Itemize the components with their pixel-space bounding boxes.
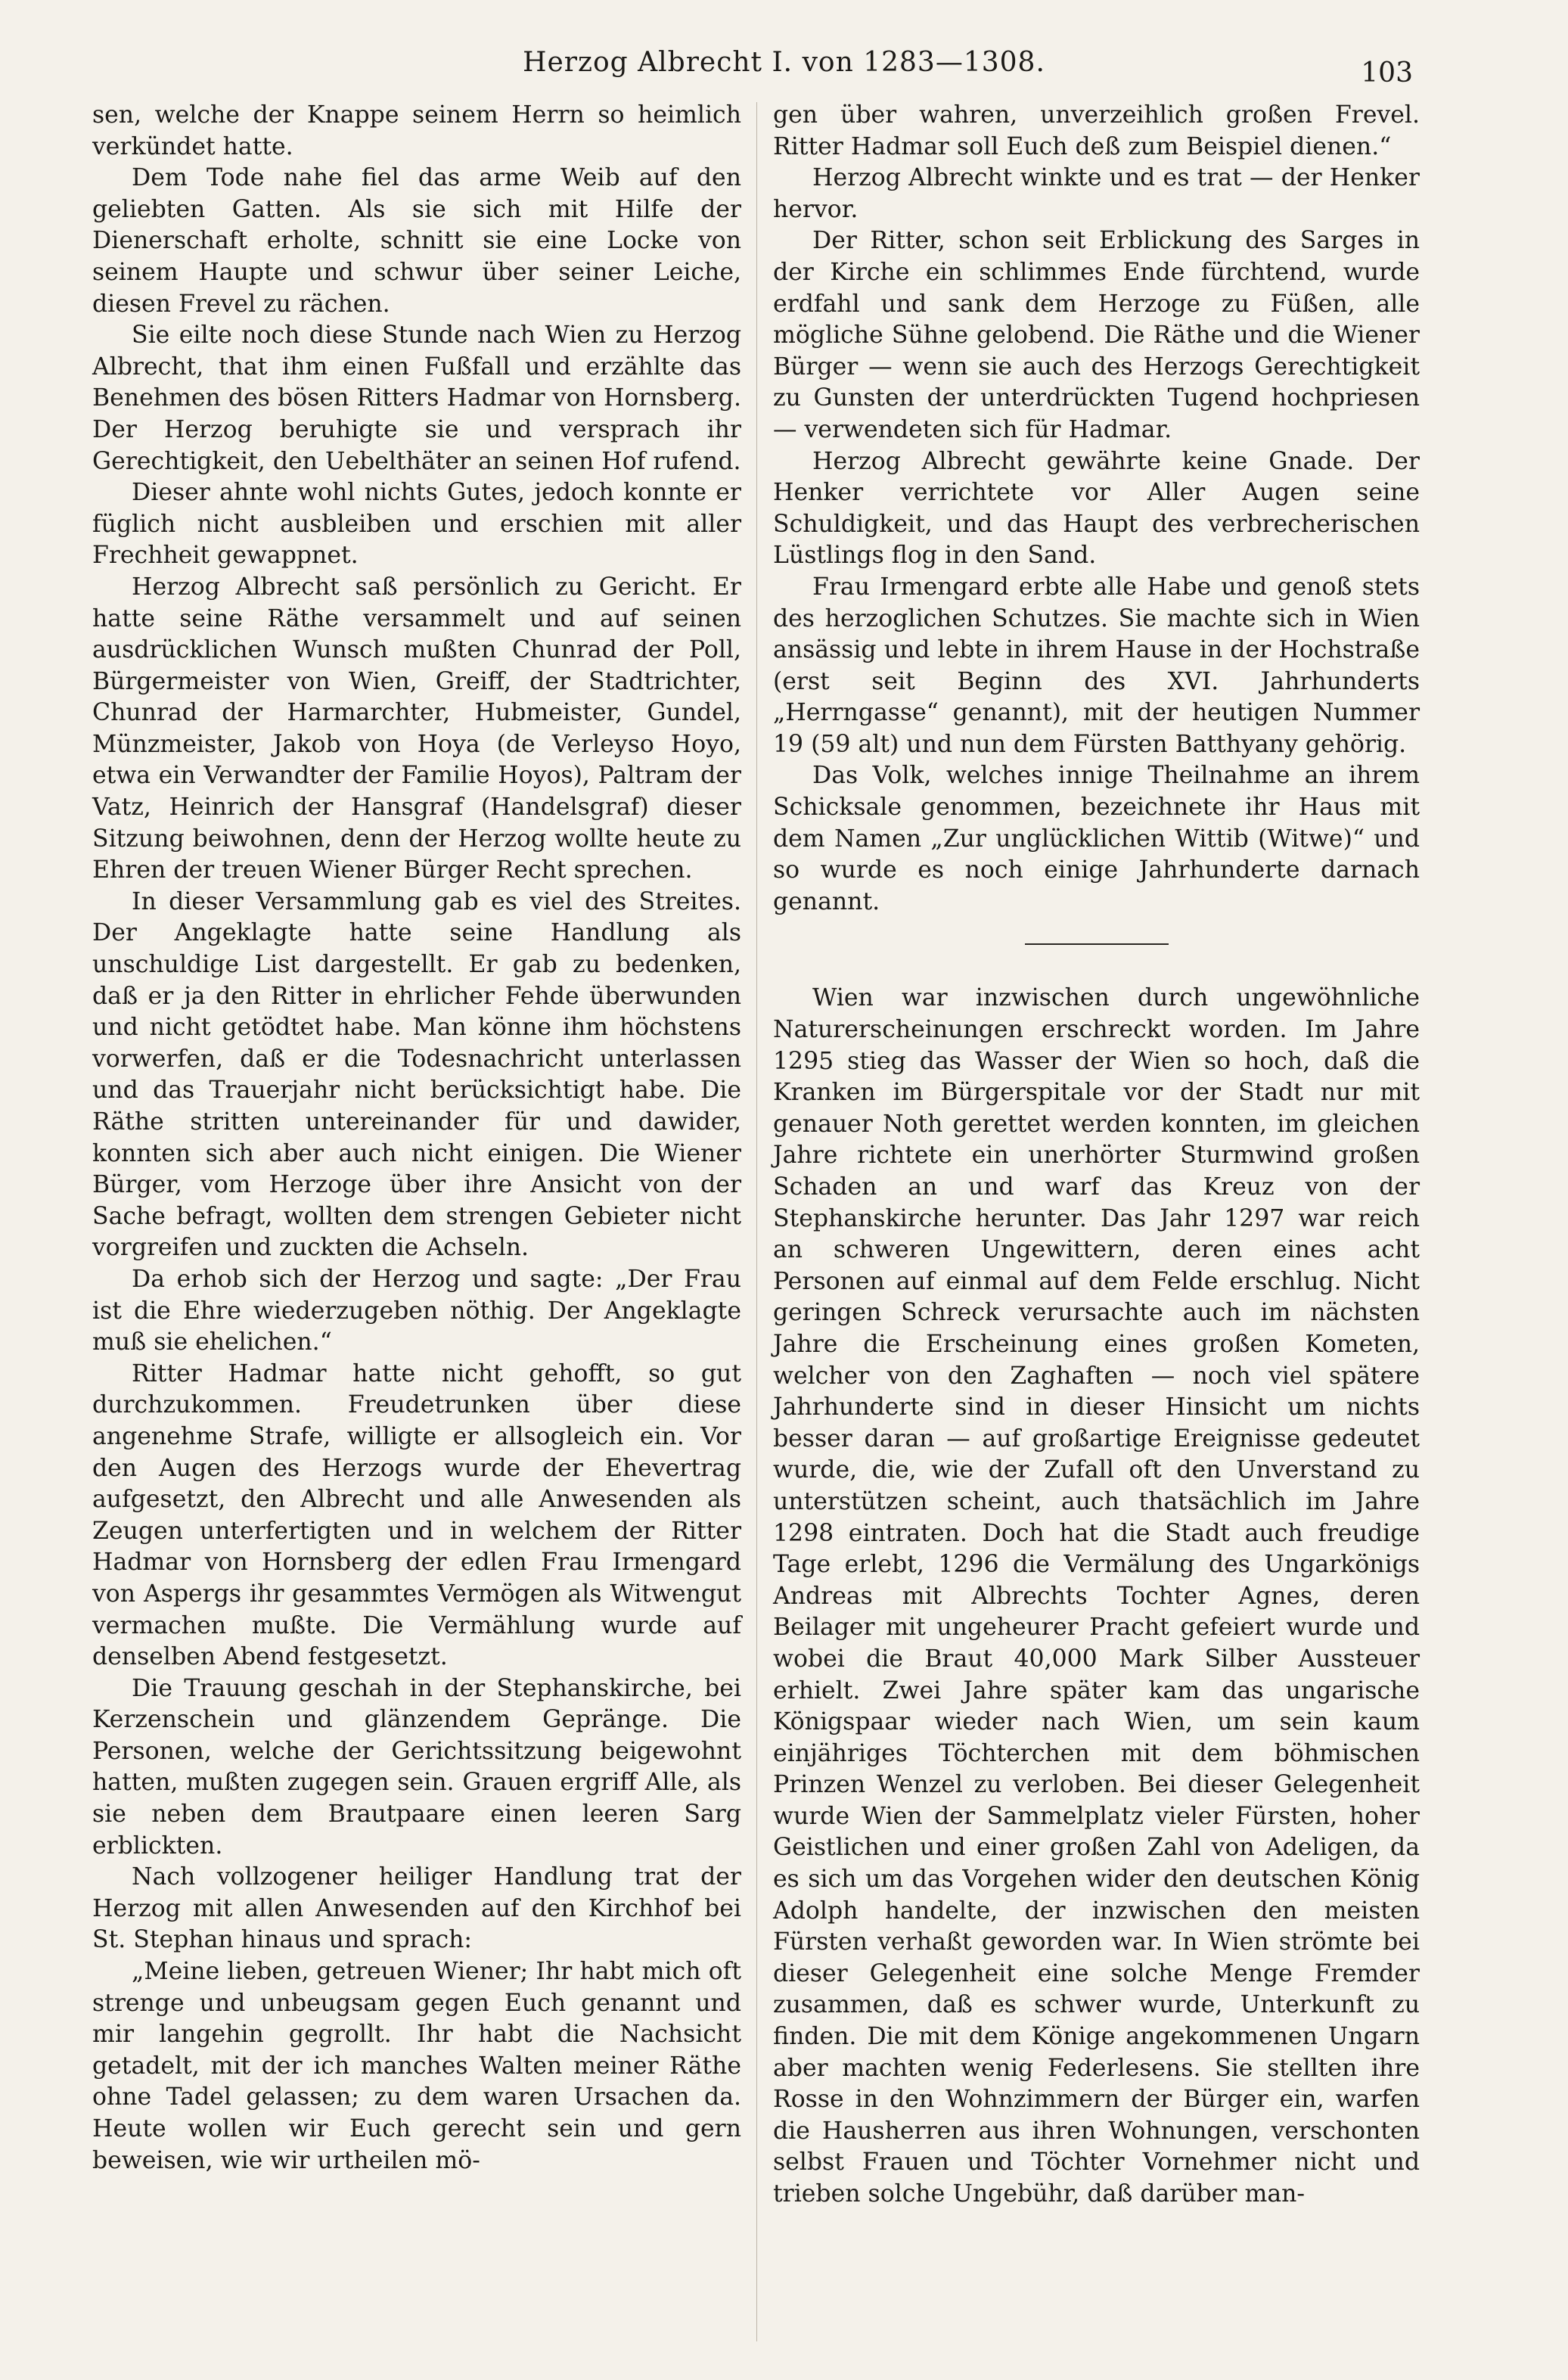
right-column <box>773 100 1420 2211</box>
paragraph: Herzog Albrecht saß persönlich zu Gericht. Er hatte seine Räthe versammelt und auf seinen ausdrücklichen Wunsch mußten Chunrad der Poll, Bürgermeister von Wien, Greiff, der Stadtrichter, Chunrad der Harmarchter, Hubmeister, Gundel, Münzmeister, Jakob von Hoya (de Verleyso Hoyo, etwa ein Verwandter der Familie Hoyos), Paltram der Vatz, Heinrich der Hansgraf (Handelsgraf) dieser Sitzung beiwohnen, denn der Herzog wollte heute zu Ehren der treuen Wiener Bürger Recht sprechen. <box>92 573 741 884</box>
paragraph: Nach vollzogener heiliger Handlung trat der Herzog mit allen Anwesenden auf den Kirchhof bei St. Stephan hinaus und sprach: <box>92 1863 741 1954</box>
paragraph: Sie eilte noch diese Stunde nach Wien zu Herzog Albrecht, that ihm einen Fußfall und erzählte das Benehmen des bösen Ritters Hadmar von Hornsberg. Der Herzog beruhigte sie und versprach ihr Gerechtigkeit, den Uebelthäter an seinen Hof rufend. <box>92 322 741 475</box>
paragraph: Die Trauung geschah in der Stephanskirche, bei Kerzenschein und glänzendem Gepränge. Die Personen, welche der Gerichtssitzung beigewohnt hatten, mußten zugegen sein. Grauen ergriff Alle, als sie neben dem Brautpaare einen leeren Sarg erblickten. <box>92 1674 741 1860</box>
paragraph: gen über wahren, unverzeihlich großen Frevel. Ritter Hadmar soll Euch deß zum Beispiel dienen.“ <box>773 101 1420 160</box>
paragraph: Das Volk, welches innige Theilnahme an ihrem Schicksale genommen, bezeichnete ihr Haus mit dem Namen „Zur unglücklichen Wittib (Witwe)“ und so wurde es noch einige Jahrhunderte darnach genannt. <box>773 762 1420 915</box>
paragraph: In dieser Versammlung gab es viel des Streites. Der Angeklagte hatte seine Handlung als unschuldige List dargestellt. Er gab zu bedenken, daß er ja den Ritter in ehrlicher Fehde überwunden und nicht getödtet habe. Man könne ihm höchstens vorwerfen, daß er die Todesnachricht unterlassen und das Trauerjahr nicht berücksichtigt habe. Die Räthe stritten untereinander für und dawider, konnten sich aber auch nicht einigen. Die Wiener Bürger, vom Herzoge über ihre Ansicht von der Sache befragt, wollten dem strengen Gebieter nicht vorgreifen und zuckten die Achseln. <box>92 887 741 1262</box>
paragraph: Ritter Hadmar hatte nicht gehofft, so gut durchzukommen. Freudetrunken über diese angenehme Strafe, willigte er allsogleich ein. Vor den Augen des Herzogs wurde der Ehevertrag aufgesetzt, den Albrecht und alle Anwesenden als Zeugen unterfertigten und in welchem der Ritter Hadmar von Hornsberg der edlen Frau Irmengard von Aspergs ihr gesammtes Vermögen als Witwengut vermachen mußte. Die Vermählung wurde auf denselben Abend festgesetzt. <box>92 1359 741 1671</box>
paragraph: Herzog Albrecht gewährte keine Gnade. Der Henker verrichtete vor Aller Augen seine Schuldigkeit, und das Haupt des verbrecherischen Lüstlings flog in den Sand. <box>773 447 1420 570</box>
paragraph: Herzog Albrecht winkte und es trat — der Henker hervor. <box>773 164 1420 223</box>
left-column <box>92 100 741 2176</box>
section-separator <box>1025 943 1169 945</box>
paragraph: Dieser ahnte wohl nichts Gutes, jedoch konnte er füglich nicht ausbleiben und erschien mit aller Frechheit gewappnet. <box>92 479 741 570</box>
paragraph: Wien war inzwischen durch ungewöhnliche Naturerscheinungen erschreckt worden. Im Jahre 1295 stieg das Wasser der Wien so hoch, daß die Kranken im Bürgerspitale vor der Stadt nur mit genauer Noth gerettet werden konnten, im gleichen Jahre richtete ein unerhörter Sturmwind großen Schaden an und warf das Kreuz von der Stephanskirche herunter. Das Jahr 1297 war reich an schweren Ungewittern, deren eines acht Personen auf einmal auf dem Felde erschlug. Nicht geringen Schreck verursachte auch im nächsten Jahre die Erscheinung eines großen Kometen, welcher von den Zaghaften — noch viel spätere Jahrhunderte sind in dieser Hinsicht um nichts besser daran — auf großartige Ereignisse gedeutet wurde, die, wie der Zufall oft den Unverstand zu unterstützen scheint, auch thatsächlich im Jahre 1298 eintraten. Doch hat die Stadt auch freudige Tage erlebt, 1296 die Vermälung des Ungarkönigs Andreas mit Albrechts Tochter Agnes, deren Beilager mit ungeheurer Pracht gefeiert wurde und wobei die Braut 40,000 Mark Silber Aussteuer erhielt. Zwei Jahre später kam das ungarische Königspaar wieder nach Wien, um sein kaum einjähriges Töchterchen mit dem böhmischen Prinzen Wenzel zu verloben. Bei dieser Gelegenheit wurde Wien der Sammelplatz vieler Fürsten, hoher Geistlichen und einer großen Zahl von Adeligen, da es sich um das Vorgehen wider den deutschen König Adolph handelte, der inzwischen den meisten Fürsten verhaßt geworden war. In Wien strömte bei dieser Gelegenheit eine solche Menge Fremder zusammen, daß es schwer wurde, Unterkunft zu finden. Die mit dem Könige angekommenen Ungarn aber machten wenig Federlesens. Sie stellten ihre Rosse in den Wohnzimmern der Bürger ein, warfen die Hausherren aus ihren Wohnungen, verschonten selbst Frauen und Töchter Vornehmer nicht und trieben solche Ungebühr, daß darüber man- <box>773 984 1420 2208</box>
page-number: 103 <box>1361 57 1413 89</box>
paragraph: „Meine lieben, getreuen Wiener; Ihr habt mich oft strenge und unbeugsam gegen Euch genannt und mir langehin gegrollt. Ihr habt die Nachsicht getadelt, mit der ich manches Walten meiner Räthe ohne Tadel gelassen; zu dem waren Ursachen da. Heute wollen wir Euch gerecht sein und gern beweisen, wie wir urtheilen mö- <box>92 1958 741 2174</box>
page-header <box>0 47 1568 92</box>
paragraph: Da erhob sich der Herzog und sagte: „Der Frau ist die Ehre wiederzugeben nöthig. Der Angeklagte muß sie ehelichen.“ <box>92 1265 741 1356</box>
column-rule <box>756 102 757 2341</box>
paragraph: Frau Irmengard erbte alle Habe und genoß stets des herzoglichen Schutzes. Sie machte sich in Wien ansässig und lebte in ihrem Hause in der Hochstraße (erst seit Beginn des XVI. Jahrhunderts „Herrngasse“ genannt), mit der heutigen Nummer 19 (59 alt) und nun dem Fürsten Batthyany gehörig. <box>773 573 1420 758</box>
running-head: Herzog Albrecht I. von 1283—1308. <box>523 47 1045 78</box>
paragraph: sen, welche der Knappe seinem Herrn so heimlich verkündet hatte. <box>92 101 741 160</box>
paragraph: Dem Tode nahe fiel das arme Weib auf den geliebten Gatten. Als sie sich mit Hilfe der Dienerschaft erholte, schnitt sie eine Locke von seinem Haupte und schwur über seiner Leiche, diesen Frevel zu rächen. <box>92 164 741 318</box>
paragraph: Der Ritter, schon seit Erblickung des Sarges in der Kirche ein schlimmes Ende fürchtend, wurde erdfahl und sank dem Herzoge zu Füßen, alle mögliche Sühne gelobend. Die Räthe und die Wiener Bürger — wenn sie auch des Herzogs Gerechtigkeit zu Gunsten der unterdrückten Tugend hochpriesen — verwendeten sich für Hadmar. <box>773 227 1420 443</box>
